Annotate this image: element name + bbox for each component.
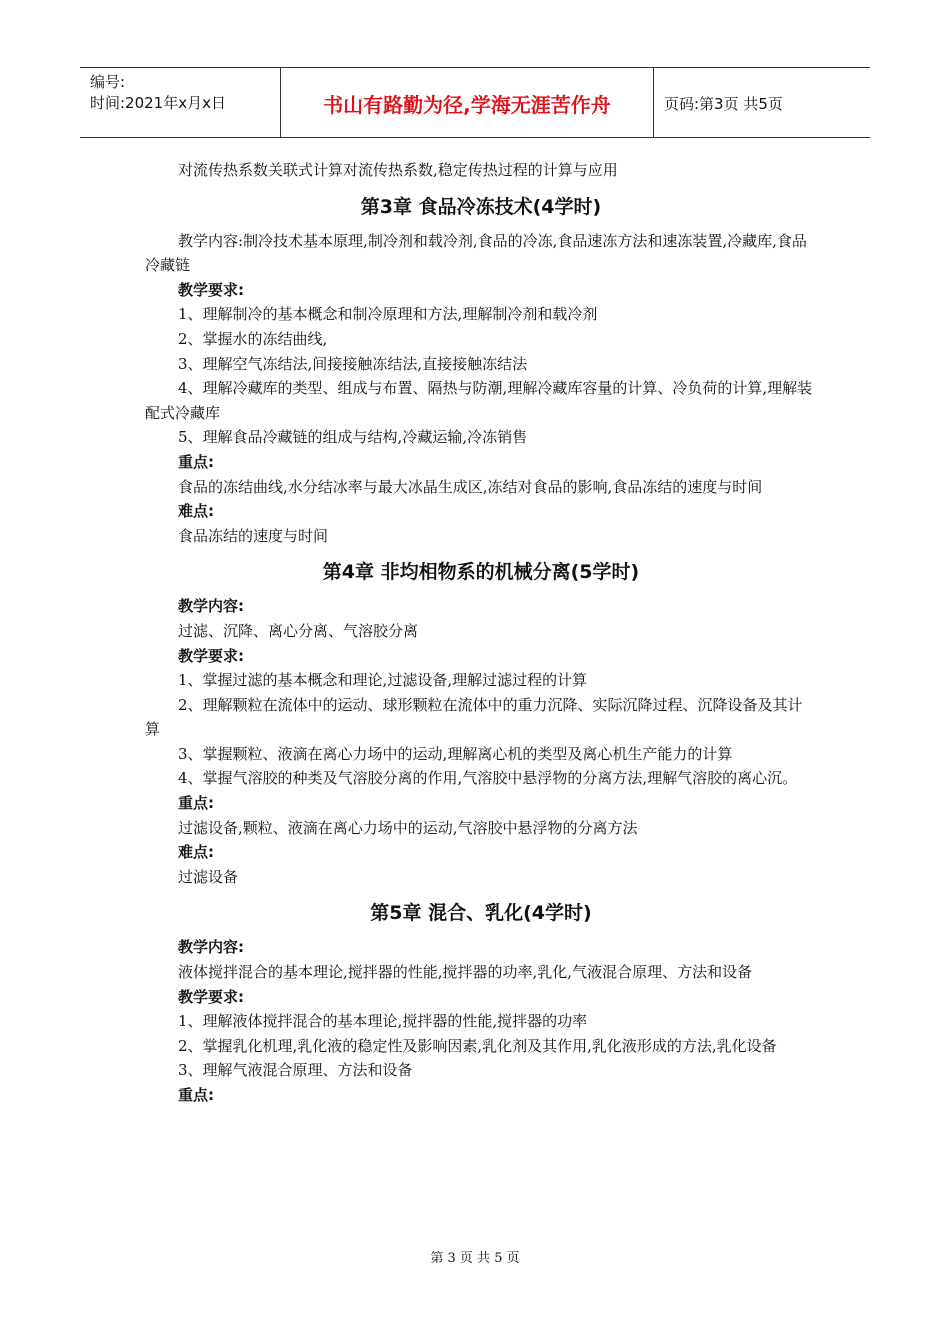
section-label: 教学要求: (178, 280, 244, 299)
page-footer: 第 3 页 共 5 页 (430, 1251, 520, 1266)
section-label: 难点: (178, 843, 214, 862)
document-body (145, 158, 817, 1108)
paragraph: 2、理解颗粒在流体中的运动、球形颗粒在流体中的重力沉降、实际沉降过程、沉降设备及其计算 (145, 695, 803, 739)
paragraph: 4、掌握气溶胶的种类及气溶胶分离的作用,气溶胶中悬浮物的分离方法,理解气溶胶的离心沉。 (178, 769, 798, 788)
paragraph: 过滤、沉降、离心分离、气溶胶分离 (178, 621, 419, 640)
paragraph: 过滤设备,颗粒、液滴在离心力场中的运动,气溶胶中悬浮物的分离方法 (178, 818, 638, 837)
section-label: 重点: (178, 794, 214, 813)
section-label: 教学内容: (178, 938, 244, 957)
header-motto-cell (281, 68, 654, 137)
paragraph: 对流传热系数关联式计算对流传热系数,稳定传热过程的计算与应用 (178, 161, 618, 179)
paragraph: 过滤设备 (178, 867, 239, 886)
paragraph: 2、掌握乳化机理,乳化液的稳定性及影响因素,乳化剂及其作用,乳化液形成的方法,乳化设备 (178, 1036, 777, 1055)
section-label: 教学内容: (178, 597, 244, 616)
chapter-heading: 第5章 混合、乳化(4学时) (370, 902, 592, 925)
paragraph: 3、掌握颗粒、液滴在离心力场中的运动,理解离心机的类型及离心机生产能力的计算 (178, 744, 733, 763)
section-label: 教学要求: (178, 987, 244, 1006)
chapter-heading: 第3章 食品冷冻技术(4学时) (360, 195, 602, 218)
page-info: 页码:第3页 共5页 (664, 95, 783, 113)
paragraph: 5、理解食品冷藏链的组成与结构,冷藏运输,冷冻销售 (178, 428, 528, 447)
motto-text: 书山有路勤为径,学海无涯苦作舟 (323, 93, 611, 117)
page-header (80, 67, 870, 138)
paragraph: 1、掌握过滤的基本概念和理论,过滤设备,理解过滤过程的计算 (178, 671, 588, 690)
section-label: 重点: (178, 452, 214, 471)
header-page-cell (654, 68, 870, 137)
chapter-heading: 第4章 非均相物系的机械分离(5学时) (322, 561, 640, 584)
paragraph: 4、理解冷藏库的类型、组成与布置、隔热与防潮,理解冷藏库容量的计算、冷负荷的计算,理解装配式冷藏库 (145, 379, 813, 422)
paragraph: 食品冻结的速度与时间 (178, 526, 329, 545)
paragraph: 液体搅拌混合的基本理论,搅拌器的性能,搅拌器的功率,乳化,气液混合原理、方法和设备 (178, 963, 753, 982)
section-label: 难点: (178, 502, 214, 521)
paragraph: 2、掌握水的冻结曲线, (178, 329, 328, 348)
header-meta-cell (80, 68, 281, 137)
paragraph: 3、理解空气冻结法,间接接触冻结法,直接接触冻结法 (178, 354, 528, 373)
paragraph: 1、理解制冷的基本概念和制冷原理和方法,理解制冷剂和载冷剂 (178, 305, 598, 324)
number-label: 编号: (90, 73, 126, 91)
paragraph: 3、理解气液混合原理、方法和设备 (178, 1061, 413, 1080)
paragraph: 教学内容:制冷技术基本原理,制冷剂和载冷剂,食品的冷冻,食品速冻方法和速冻装置,冷藏库,食品冷藏链 (145, 231, 807, 275)
date-label: 时间:2021年x月x日 (90, 94, 226, 112)
paragraph: 1、理解液体搅拌混合的基本理论,搅拌器的性能,搅拌器的功率 (178, 1012, 588, 1031)
section-label: 重点: (178, 1086, 214, 1104)
section-label: 教学要求: (178, 646, 244, 665)
paragraph: 食品的冻结曲线,水分结冰率与最大冰晶生成区,冻结对食品的影响,食品冻结的速度与时间 (178, 477, 763, 496)
